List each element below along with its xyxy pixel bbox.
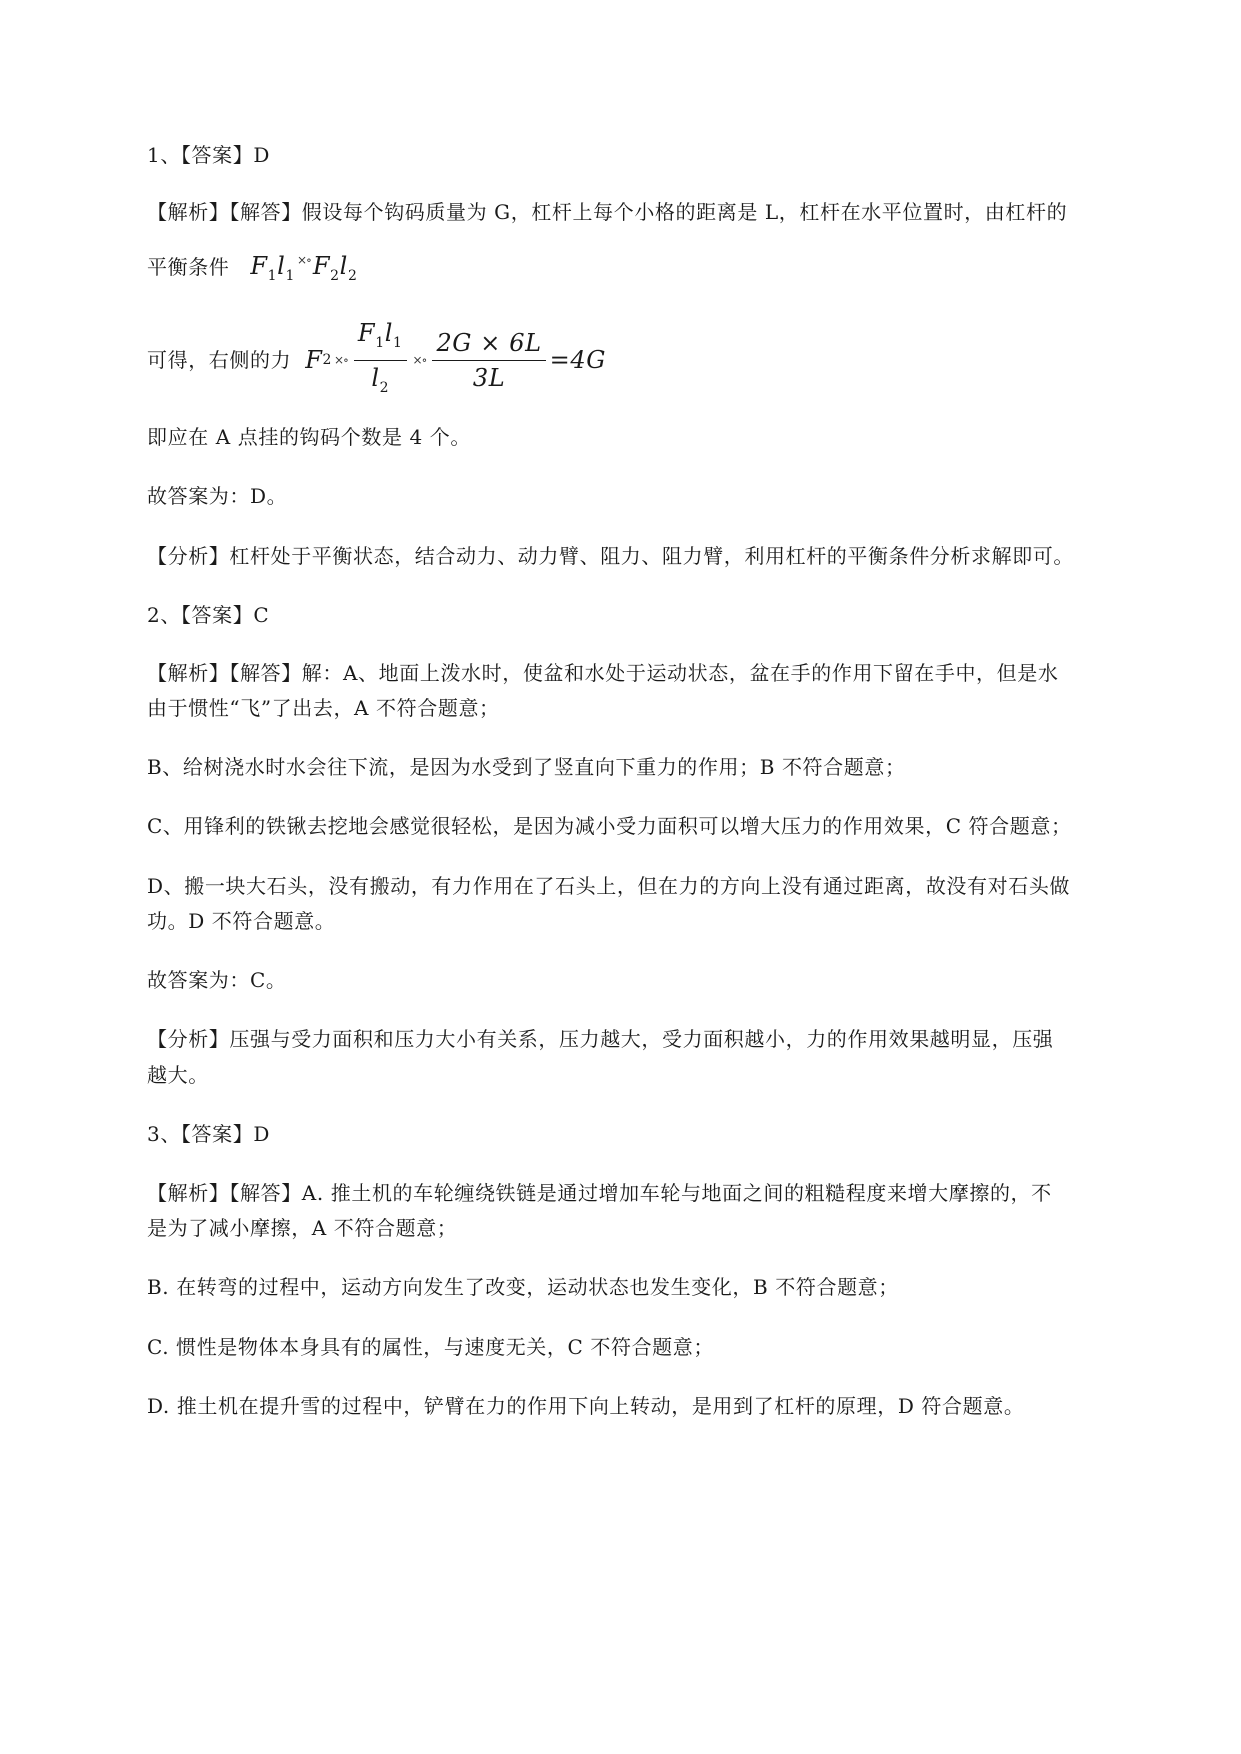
q3-analysis-line2: 是为了减小摩擦，A 不符合题意；: [147, 1216, 458, 1240]
q3-answer: 3、【答案】D: [147, 1122, 270, 1146]
q1-line4: 即应在 A 点挂的钩码个数是 4 个。: [147, 425, 471, 449]
q3-option-c: C. 惯性是物体本身具有的属性，与速度无关，C 不符合题意；: [147, 1335, 714, 1359]
q1-conclusion: 故答案为：D。: [147, 484, 288, 508]
q3-analysis-line1: 【解析】【解答】A. 推土机的车轮缠绕铁链是通过增加车轮与地面之间的粗糙程度来增大摩擦的，不: [147, 1181, 1052, 1205]
q2-analysis-line2: 由于惯性“飞”了出去，A 不符合题意；: [147, 696, 500, 720]
q1-analysis-line2: [147, 242, 1157, 294]
right-force-formula: F 2 ×∘ $\frac{F_1l_1}{l_2}$ ×∘ $\frac{2G \times 6L}{3L}$ =4G: [305, 316, 606, 405]
q1-summary: 【分析】杠杆处于平衡状态，结合动力、动力臂、阻力、阻力臂，利用杠杆的平衡条件分析求解即可。: [147, 544, 1074, 568]
q2-option-b: B、给树浇水时水会往下流，是因为水受到了竖直向下重力的作用；B 不符合题意；: [147, 755, 906, 779]
q1-analysis-line1: 【解析】【解答】假设每个钩码质量为 G，杠杆上每个小格的距离是 L，杠杆在水平位置时，由杠杆的: [147, 200, 1068, 224]
lever-balance-formula: $F_1l_1^{\times\circ}F_2l_2$: [250, 252, 358, 284]
q3-option-b: B. 在转弯的过程中，运动方向发生了改变，运动状态也发生变化，B 不符合题意；: [147, 1275, 899, 1299]
q1-line3-prefix: 可得，右侧的力: [147, 348, 292, 372]
q2-conclusion: 故答案为：C。: [147, 968, 287, 992]
q1-analysis-line2-prefix: 平衡条件: [147, 255, 230, 279]
q2-analysis-line1: 【解析】【解答】解：A、地面上泼水时，使盆和水处于运动状态，盆在手的作用下留在手中，但是水: [147, 661, 1059, 685]
q2-summary-line1: 【分析】压强与受力面积和压力大小有关系，压力越大，受力面积越小，力的作用效果越明显，压强: [147, 1027, 1054, 1051]
q2-option-d-line1: D、搬一块大石头，没有搬动，有力作用在了石头上，但在力的方向上没有通过距离，故没有对石头做: [147, 874, 1071, 898]
q2-option-d-line2: 功。D 不符合题意。: [147, 909, 336, 933]
fraction-2g6l-over-3l: $\frac{2G \times 6L}{3L}$: [432, 326, 545, 395]
q1-answer: 1、【答案】D: [147, 143, 270, 167]
q2-answer: 2、【答案】C: [147, 603, 270, 627]
fraction-f1l1-over-l2: $\frac{F_1l_1}{l_2}$: [354, 316, 407, 405]
q3-option-d: D. 推土机在提升雪的过程中，铲臂在力的作用下向上转动，是用到了杠杆的原理，D 符合题意。: [147, 1394, 1025, 1418]
q2-option-c: C、用锋利的铁锹去挖地会感觉很轻松，是因为减小受力面积可以增大压力的作用效果，C 符合题意；: [147, 814, 1072, 838]
q1-analysis-line3: [147, 320, 1157, 400]
formula-result: =4G: [549, 346, 607, 374]
q2-summary-line2: 越大。: [147, 1063, 209, 1087]
